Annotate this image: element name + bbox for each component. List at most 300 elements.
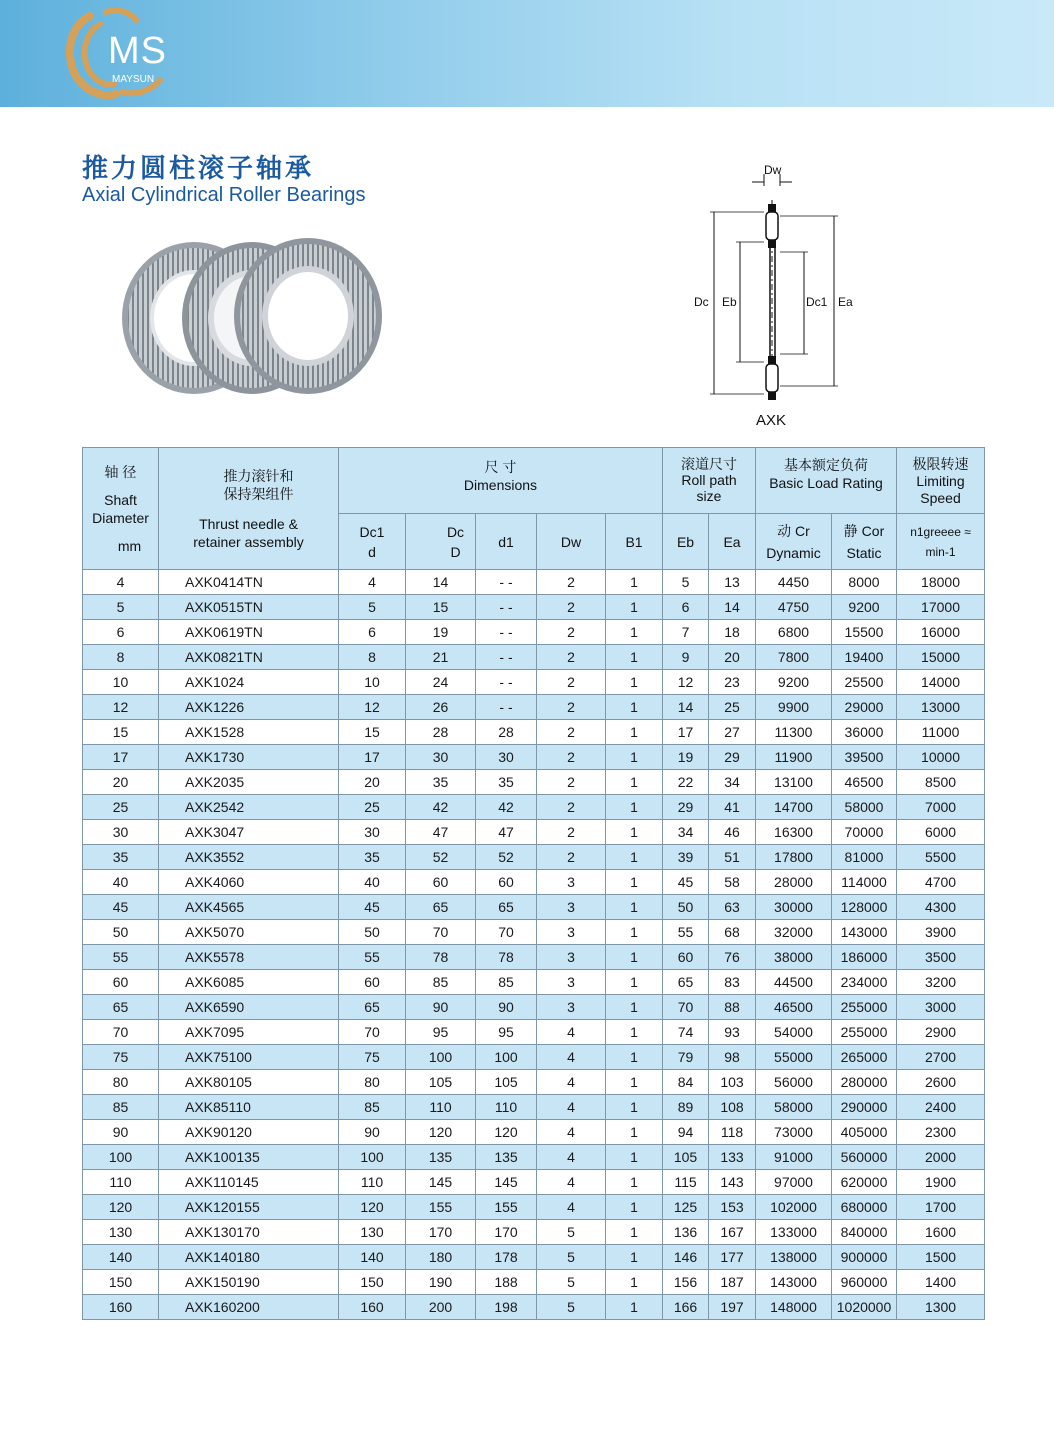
- cell-cr: 38000: [756, 945, 832, 970]
- header-col-ea: Ea: [709, 514, 756, 570]
- header-col-d1: d1: [476, 514, 537, 570]
- cell-dc1: 75: [339, 1045, 406, 1070]
- cell-dw: 3: [537, 920, 606, 945]
- cell-dw: 2: [537, 570, 606, 595]
- cell-speed: 3000: [897, 995, 985, 1020]
- label-dc: Dc: [694, 295, 709, 309]
- cell-dc1: 70: [339, 1020, 406, 1045]
- header-col-dw: Dw: [537, 514, 606, 570]
- cell-shaft: 17: [83, 745, 159, 770]
- cell-eb: 45: [663, 870, 709, 895]
- cell-cr: 6800: [756, 620, 832, 645]
- cell-ea: 46: [709, 820, 756, 845]
- table-row: [83, 570, 985, 595]
- cell-dc1: 100: [339, 1145, 406, 1170]
- cell-dc1: 17: [339, 745, 406, 770]
- cell-cr: 102000: [756, 1195, 832, 1220]
- cell-model: AXK3047: [159, 820, 339, 845]
- cell-dc: 145: [406, 1170, 476, 1195]
- cell-dw: 2: [537, 845, 606, 870]
- cell-d1: 28: [476, 720, 537, 745]
- cell-shaft: 20: [83, 770, 159, 795]
- cell-dc: 155: [406, 1195, 476, 1220]
- cell-eb: 105: [663, 1145, 709, 1170]
- cell-model: AXK4565: [159, 895, 339, 920]
- cell-dw: 3: [537, 870, 606, 895]
- cell-ea: 108: [709, 1095, 756, 1120]
- bearing-photo: [112, 232, 390, 402]
- cell-dw: 3: [537, 970, 606, 995]
- cell-dc: 24: [406, 670, 476, 695]
- cell-shaft: 5: [83, 595, 159, 620]
- cell-dc1: 130: [339, 1220, 406, 1245]
- cell-dw: 2: [537, 645, 606, 670]
- cell-ea: 177: [709, 1245, 756, 1270]
- cell-shaft: 25: [83, 795, 159, 820]
- cell-b1: 1: [606, 1145, 663, 1170]
- cell-model: AXK110145: [159, 1170, 339, 1195]
- cell-b1: 1: [606, 920, 663, 945]
- cell-shaft: 120: [83, 1195, 159, 1220]
- cell-b1: 1: [606, 1170, 663, 1195]
- table-row: [83, 1245, 985, 1270]
- cell-dc1: 12: [339, 695, 406, 720]
- cell-dc1: 10: [339, 670, 406, 695]
- cell-eb: 14: [663, 695, 709, 720]
- page-title-en: Axial Cylindrical Roller Bearings: [82, 184, 366, 206]
- cell-dw: 2: [537, 595, 606, 620]
- header-shaft-unit: mm: [117, 537, 142, 554]
- cell-dc: 60: [406, 870, 476, 895]
- cell-b1: 1: [606, 1095, 663, 1120]
- cell-dw: 3: [537, 995, 606, 1020]
- cell-d1: 188: [476, 1270, 537, 1295]
- cell-model: AXK1226: [159, 695, 339, 720]
- cell-cor: 46500: [832, 770, 897, 795]
- cell-speed: 8500: [897, 770, 985, 795]
- cell-model: AXK2035: [159, 770, 339, 795]
- header-assembly-cn2: 保持架组件: [223, 485, 294, 502]
- cell-cor: 36000: [832, 720, 897, 745]
- cell-dc1: 85: [339, 1095, 406, 1120]
- cell-cr: 7800: [756, 645, 832, 670]
- cell-dc: 30: [406, 745, 476, 770]
- cell-model: AXK0414TN: [159, 570, 339, 595]
- cell-ea: 103: [709, 1070, 756, 1095]
- header-col-dc1: [339, 514, 406, 570]
- header-roll-cn: 滚道尺寸: [681, 456, 737, 472]
- cell-d1: - -: [476, 595, 537, 620]
- cell-speed: 3900: [897, 920, 985, 945]
- cell-dw: 2: [537, 695, 606, 720]
- cell-dw: 4: [537, 1020, 606, 1045]
- cell-shaft: 8: [83, 645, 159, 670]
- cell-cor: 186000: [832, 945, 897, 970]
- cell-eb: 39: [663, 845, 709, 870]
- table-row: [83, 1045, 985, 1070]
- cell-dw: 5: [537, 1220, 606, 1245]
- cell-dc: 78: [406, 945, 476, 970]
- cell-cor: 19400: [832, 645, 897, 670]
- cell-shaft: 130: [83, 1220, 159, 1245]
- cell-speed: 17000: [897, 595, 985, 620]
- cell-ea: 51: [709, 845, 756, 870]
- cell-cor: 25500: [832, 670, 897, 695]
- cell-ea: 41: [709, 795, 756, 820]
- table-row: [83, 670, 985, 695]
- cell-model: AXK130170: [159, 1220, 339, 1245]
- cell-d1: 95: [476, 1020, 537, 1045]
- header-shaft-cn: 轴 径: [104, 463, 137, 480]
- cell-dc1: 90: [339, 1120, 406, 1145]
- cell-speed: 1300: [897, 1295, 985, 1320]
- cell-d1: 120: [476, 1120, 537, 1145]
- cell-eb: 89: [663, 1095, 709, 1120]
- header-assembly-cn1: 推力滚针和: [223, 467, 294, 484]
- cell-cr: 32000: [756, 920, 832, 945]
- cell-dc: 52: [406, 845, 476, 870]
- cell-model: AXK100135: [159, 1145, 339, 1170]
- header-dc-text: Dc: [446, 523, 465, 540]
- cell-shaft: 45: [83, 895, 159, 920]
- cell-shaft: 140: [83, 1245, 159, 1270]
- cell-dw: 3: [537, 895, 606, 920]
- cell-shaft: 4: [83, 570, 159, 595]
- header-col-dc: [406, 514, 476, 570]
- cell-b1: 1: [606, 870, 663, 895]
- cell-d1: - -: [476, 645, 537, 670]
- cell-cor: 114000: [832, 870, 897, 895]
- cell-d1: 135: [476, 1145, 537, 1170]
- axk-cross-section-diagram: [680, 160, 860, 435]
- cell-dc: 90: [406, 995, 476, 1020]
- cell-cr: 133000: [756, 1220, 832, 1245]
- cell-cr: 143000: [756, 1270, 832, 1295]
- cell-shaft: 60: [83, 970, 159, 995]
- cell-ea: 25: [709, 695, 756, 720]
- cell-b1: 1: [606, 1220, 663, 1245]
- cell-cor: 9200: [832, 595, 897, 620]
- header-speed-en2: Speed: [920, 490, 961, 506]
- cell-dc: 135: [406, 1145, 476, 1170]
- header-limiting-speed: [897, 448, 985, 514]
- cell-speed: 4300: [897, 895, 985, 920]
- cell-ea: 58: [709, 870, 756, 895]
- cell-cr: 138000: [756, 1245, 832, 1270]
- table-row: [83, 770, 985, 795]
- cell-dw: 5: [537, 1295, 606, 1320]
- cell-cor: 29000: [832, 695, 897, 720]
- header-col-static: [832, 514, 897, 570]
- cell-ea: 197: [709, 1295, 756, 1320]
- header-speed-cn: 极限转速: [912, 456, 969, 472]
- header-dyn-en: Dynamic: [766, 544, 821, 561]
- cell-b1: 1: [606, 670, 663, 695]
- cell-speed: 1700: [897, 1195, 985, 1220]
- cell-ea: 27: [709, 720, 756, 745]
- cell-cor: 280000: [832, 1070, 897, 1095]
- cell-cr: 9900: [756, 695, 832, 720]
- header-load-rating: [756, 448, 897, 514]
- cell-d1: - -: [476, 670, 537, 695]
- cell-cor: 39500: [832, 745, 897, 770]
- cell-eb: 7: [663, 620, 709, 645]
- cell-speed: 1900: [897, 1170, 985, 1195]
- table-row: [83, 595, 985, 620]
- cell-b1: 1: [606, 1020, 663, 1045]
- cell-ea: 18: [709, 620, 756, 645]
- cell-d1: 198: [476, 1295, 537, 1320]
- cell-eb: 94: [663, 1120, 709, 1145]
- cell-dc1: 65: [339, 995, 406, 1020]
- cell-shaft: 10: [83, 670, 159, 695]
- header-d-small-text: d: [368, 543, 376, 560]
- cell-dw: 2: [537, 720, 606, 745]
- cell-dc1: 45: [339, 895, 406, 920]
- cell-cr: 73000: [756, 1120, 832, 1145]
- table-row: [83, 945, 985, 970]
- cell-shaft: 100: [83, 1145, 159, 1170]
- table-row: [83, 820, 985, 845]
- cell-cr: 148000: [756, 1295, 832, 1320]
- cell-shaft: 40: [83, 870, 159, 895]
- cell-cr: 28000: [756, 870, 832, 895]
- cell-speed: 2900: [897, 1020, 985, 1045]
- table-row: [83, 1170, 985, 1195]
- cell-ea: 83: [709, 970, 756, 995]
- cell-cor: 255000: [832, 995, 897, 1020]
- cell-cor: 560000: [832, 1145, 897, 1170]
- cell-dw: 2: [537, 795, 606, 820]
- header-d-big-text: D: [450, 543, 461, 560]
- cell-dc: 21: [406, 645, 476, 670]
- cell-dc: 35: [406, 770, 476, 795]
- cell-dc: 95: [406, 1020, 476, 1045]
- cell-eb: 65: [663, 970, 709, 995]
- logo-text: MS: [108, 30, 167, 72]
- cell-speed: 2000: [897, 1145, 985, 1170]
- cell-cor: 1020000: [832, 1295, 897, 1320]
- cell-eb: 156: [663, 1270, 709, 1295]
- cell-dw: 2: [537, 745, 606, 770]
- header-roll-en1: Roll path: [681, 472, 737, 488]
- cell-b1: 1: [606, 795, 663, 820]
- cell-b1: 1: [606, 1195, 663, 1220]
- cell-b1: 1: [606, 945, 663, 970]
- cell-shaft: 55: [83, 945, 159, 970]
- cell-dc: 200: [406, 1295, 476, 1320]
- header-shaft-diameter: [83, 448, 159, 570]
- cell-eb: 29: [663, 795, 709, 820]
- cell-cr: 54000: [756, 1020, 832, 1045]
- cell-cor: 290000: [832, 1095, 897, 1120]
- cell-dw: 4: [537, 1195, 606, 1220]
- cell-model: AXK4060: [159, 870, 339, 895]
- cell-cr: 46500: [756, 995, 832, 1020]
- cell-b1: 1: [606, 1245, 663, 1270]
- cell-model: AXK6085: [159, 970, 339, 995]
- table-row: [83, 695, 985, 720]
- cell-ea: 187: [709, 1270, 756, 1295]
- spec-table-body: [83, 570, 985, 1320]
- cell-dc: 170: [406, 1220, 476, 1245]
- cell-dc: 110: [406, 1095, 476, 1120]
- cell-d1: 155: [476, 1195, 537, 1220]
- cell-model: AXK5578: [159, 945, 339, 970]
- cell-cr: 17800: [756, 845, 832, 870]
- cell-shaft: 65: [83, 995, 159, 1020]
- cell-model: AXK0619TN: [159, 620, 339, 645]
- cell-model: AXK140180: [159, 1245, 339, 1270]
- table-row: [83, 720, 985, 745]
- cell-model: AXK1528: [159, 720, 339, 745]
- cell-ea: 29: [709, 745, 756, 770]
- cell-cr: 97000: [756, 1170, 832, 1195]
- cell-speed: 2700: [897, 1045, 985, 1070]
- cell-d1: 47: [476, 820, 537, 845]
- header-roll-path: [663, 448, 756, 514]
- cell-dc1: 4: [339, 570, 406, 595]
- cell-d1: 110: [476, 1095, 537, 1120]
- cell-cor: 900000: [832, 1245, 897, 1270]
- cell-speed: 2300: [897, 1120, 985, 1145]
- cell-speed: 13000: [897, 695, 985, 720]
- cell-model: AXK1730: [159, 745, 339, 770]
- cell-model: AXK80105: [159, 1070, 339, 1095]
- cell-ea: 68: [709, 920, 756, 945]
- cell-dw: 4: [537, 1045, 606, 1070]
- cell-cr: 13100: [756, 770, 832, 795]
- cell-dc: 26: [406, 695, 476, 720]
- cell-ea: 153: [709, 1195, 756, 1220]
- cell-d1: 170: [476, 1220, 537, 1245]
- cell-d1: 105: [476, 1070, 537, 1095]
- cell-dc: 105: [406, 1070, 476, 1095]
- cell-model: AXK150190: [159, 1270, 339, 1295]
- cell-eb: 146: [663, 1245, 709, 1270]
- cell-speed: 11000: [897, 720, 985, 745]
- cell-ea: 63: [709, 895, 756, 920]
- cell-cor: 680000: [832, 1195, 897, 1220]
- cell-dc: 70: [406, 920, 476, 945]
- cell-ea: 13: [709, 570, 756, 595]
- header-sta-cn: 静 Cor: [843, 522, 885, 539]
- cell-eb: 12: [663, 670, 709, 695]
- header-assembly-en1: Thrust needle &: [199, 515, 298, 532]
- cell-speed: 1500: [897, 1245, 985, 1270]
- cell-cr: 44500: [756, 970, 832, 995]
- cell-eb: 70: [663, 995, 709, 1020]
- cell-eb: 19: [663, 745, 709, 770]
- cell-b1: 1: [606, 970, 663, 995]
- cell-dc: 120: [406, 1120, 476, 1145]
- cell-cor: 405000: [832, 1120, 897, 1145]
- cell-dc: 47: [406, 820, 476, 845]
- cell-d1: 65: [476, 895, 537, 920]
- label-ea: Ea: [838, 295, 853, 309]
- cell-cr: 14700: [756, 795, 832, 820]
- cell-model: AXK75100: [159, 1045, 339, 1070]
- cell-dw: 4: [537, 1070, 606, 1095]
- cell-dc1: 30: [339, 820, 406, 845]
- cell-cor: 8000: [832, 570, 897, 595]
- cell-dc1: 50: [339, 920, 406, 945]
- cell-d1: 42: [476, 795, 537, 820]
- cell-eb: 166: [663, 1295, 709, 1320]
- table-row: [83, 970, 985, 995]
- cell-speed: 3200: [897, 970, 985, 995]
- header-dims-en: Dimensions: [463, 477, 538, 493]
- cell-model: AXK2542: [159, 795, 339, 820]
- cell-d1: 70: [476, 920, 537, 945]
- cell-d1: 145: [476, 1170, 537, 1195]
- header-speed-en1: Limiting: [916, 473, 965, 489]
- maysun-logo: [60, 4, 180, 102]
- cell-dw: 2: [537, 620, 606, 645]
- cell-cr: 11300: [756, 720, 832, 745]
- cell-d1: - -: [476, 620, 537, 645]
- cell-eb: 22: [663, 770, 709, 795]
- table-row: [83, 870, 985, 895]
- cell-ea: 133: [709, 1145, 756, 1170]
- cell-b1: 1: [606, 570, 663, 595]
- cell-dc1: 15: [339, 720, 406, 745]
- cell-shaft: 90: [83, 1120, 159, 1145]
- table-row: [83, 1120, 985, 1145]
- diagram-caption: AXK: [756, 412, 787, 429]
- cell-dc1: 140: [339, 1245, 406, 1270]
- cell-shaft: 85: [83, 1095, 159, 1120]
- cell-shaft: 12: [83, 695, 159, 720]
- cell-speed: 1400: [897, 1270, 985, 1295]
- cell-dw: 2: [537, 820, 606, 845]
- cell-speed: 1600: [897, 1220, 985, 1245]
- table-row: [83, 620, 985, 645]
- cell-b1: 1: [606, 1270, 663, 1295]
- header-col-dynamic: [756, 514, 832, 570]
- cell-dc: 19: [406, 620, 476, 645]
- header-col-speed-unit: [897, 514, 985, 570]
- header-col-b1: B1: [606, 514, 663, 570]
- cell-dc1: 55: [339, 945, 406, 970]
- cell-speed: 6000: [897, 820, 985, 845]
- cell-ea: 76: [709, 945, 756, 970]
- cell-cor: 58000: [832, 795, 897, 820]
- cell-cr: 30000: [756, 895, 832, 920]
- cell-model: AXK6590: [159, 995, 339, 1020]
- cell-model: AXK90120: [159, 1120, 339, 1145]
- cell-dc1: 8: [339, 645, 406, 670]
- label-eb: Eb: [722, 295, 737, 309]
- cell-d1: 178: [476, 1245, 537, 1270]
- cell-dc1: 80: [339, 1070, 406, 1095]
- cell-d1: 90: [476, 995, 537, 1020]
- cell-cr: 4450: [756, 570, 832, 595]
- cell-ea: 98: [709, 1045, 756, 1070]
- cell-cr: 9200: [756, 670, 832, 695]
- table-row: [83, 1220, 985, 1245]
- table-row: [83, 1270, 985, 1295]
- cell-eb: 34: [663, 820, 709, 845]
- cell-shaft: 160: [83, 1295, 159, 1320]
- cell-cor: 15500: [832, 620, 897, 645]
- cell-cr: 91000: [756, 1145, 832, 1170]
- header-assembly-en2: retainer assembly: [193, 533, 304, 550]
- cell-eb: 60: [663, 945, 709, 970]
- cell-d1: 78: [476, 945, 537, 970]
- cell-d1: 30: [476, 745, 537, 770]
- table-row: [83, 845, 985, 870]
